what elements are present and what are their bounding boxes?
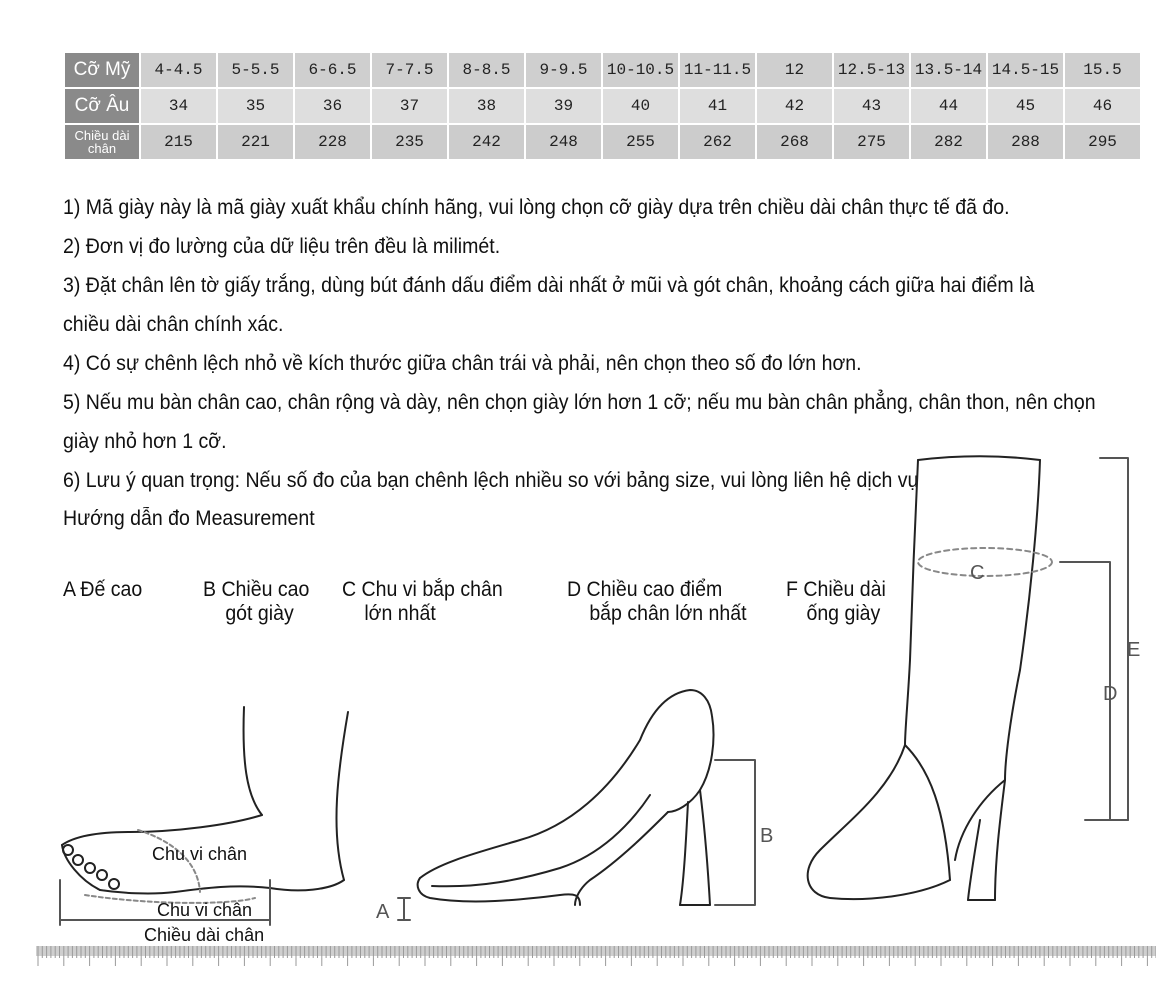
table-cell: 15.5 — [1064, 52, 1141, 88]
ruler — [36, 946, 1156, 966]
note-3: 3) Đặt chân lên tờ giấy trắng, dùng bút đánh dấu điểm dài nhất ở mũi và gót chân, khoảng cách giữa hai điểm là chiều dài chân chính xác. — [63, 274, 1035, 336]
table-cell: 8-8.5 — [448, 52, 525, 88]
note-5: 5) Nếu mu bàn chân cao, chân rộng và dày, nên chọn giày lớn hơn 1 cỡ; nếu mu bàn chân phẳng, chân thon, nên chọn giày nhỏ hơn 1 cỡ. — [63, 391, 1096, 453]
table-cell: 262 — [679, 124, 756, 160]
table-cell: 275 — [833, 124, 910, 160]
letter-d: D — [1103, 683, 1118, 705]
boot-drawing — [808, 456, 1052, 900]
label-b-line1: B Chiều cao — [203, 578, 310, 601]
label-c-line1: C Chu vi bắp chân — [342, 578, 503, 601]
row-header-us-size: Cỡ Mỹ — [64, 52, 140, 88]
table-cell: 42 — [756, 88, 833, 124]
table-cell: 45 — [987, 88, 1064, 124]
table-cell: 43 — [833, 88, 910, 124]
table-cell: 41 — [679, 88, 756, 124]
label-a-line: A Đế cao — [63, 578, 143, 601]
table-cell: 221 — [217, 124, 294, 160]
letter-c: C — [970, 562, 985, 584]
foot-drawing — [62, 707, 348, 893]
table-cell: 255 — [602, 124, 679, 160]
table-cell: 38 — [448, 88, 525, 124]
label-f-line2: ống giày — [806, 602, 881, 625]
row-header-line: chân — [87, 141, 117, 156]
label-f-line1: F Chiều dài — [786, 578, 886, 601]
guide-title: Hướng dẫn đo Measurement — [63, 507, 315, 530]
label-d-line2: bắp chân lớn nhất — [589, 602, 747, 625]
table-cell: 37 — [371, 88, 448, 124]
table-cell: 228 — [294, 124, 371, 160]
table-cell: 11-11.5 — [679, 52, 756, 88]
table-cell: 268 — [756, 124, 833, 160]
letter-a: A — [376, 901, 390, 923]
note-2: 2) Đơn vị đo lường của dữ liệu trên đều là milimét. — [63, 235, 501, 258]
foot-length-label: Chiều dài chân — [144, 925, 265, 945]
table-cell: 39 — [525, 88, 602, 124]
high-heel-drawing — [418, 690, 714, 905]
table-cell: 46 — [1064, 88, 1141, 124]
note-6: 6) Lưu ý quan trọng: Nếu số đo của bạn chênh lệch nhiều so với bảng size, vui lòng liên hệ dịch vụ — [63, 469, 919, 492]
letter-b: B — [760, 825, 774, 847]
table-cell: 215 — [140, 124, 217, 160]
foot-girth-top-label: Chu vi chân — [152, 844, 248, 864]
table-cell: 282 — [910, 124, 987, 160]
table-cell: 5-5.5 — [217, 52, 294, 88]
letter-e: E — [1127, 639, 1141, 661]
table-cell: 12.5-13 — [833, 52, 910, 88]
foot-girth-bottom-label: Chu vi chân — [157, 900, 253, 920]
table-cell: 6-6.5 — [294, 52, 371, 88]
table-cell: 235 — [371, 124, 448, 160]
table-cell: 36 — [294, 88, 371, 124]
table-cell: 44 — [910, 88, 987, 124]
table-cell: 14.5-15 — [987, 52, 1064, 88]
table-cell: 13.5-14 — [910, 52, 987, 88]
table-cell: 288 — [987, 124, 1064, 160]
table-cell: 7-7.5 — [371, 52, 448, 88]
note-1: 1) Mã giày này là mã giày xuất khẩu chính hãng, vui lòng chọn cỡ giày dựa trên chiều dài chân thực tế đã đo. — [63, 196, 1010, 219]
row-header-line: Chiều dài — [74, 128, 130, 143]
note-4: 4) Có sự chênh lệch nhỏ về kích thước giữa chân trái và phải, nên chọn theo số đo lớn hơn. — [63, 352, 862, 375]
label-b-line2: gót giày — [225, 602, 294, 625]
table-cell: 242 — [448, 124, 525, 160]
table-cell: 9-9.5 — [525, 52, 602, 88]
table-cell: 35 — [217, 88, 294, 124]
table-cell: 295 — [1064, 124, 1141, 160]
table-cell: 12 — [756, 52, 833, 88]
label-d-line1: D Chiều cao điểm — [567, 578, 723, 601]
table-cell: 4-4.5 — [140, 52, 217, 88]
label-c-line2: lớn nhất — [364, 602, 436, 625]
table-cell: 40 — [602, 88, 679, 124]
table-cell: 34 — [140, 88, 217, 124]
table-cell: 248 — [525, 124, 602, 160]
row-header-eu-size: Cỡ Âu — [64, 88, 140, 124]
table-cell: 10-10.5 — [602, 52, 679, 88]
